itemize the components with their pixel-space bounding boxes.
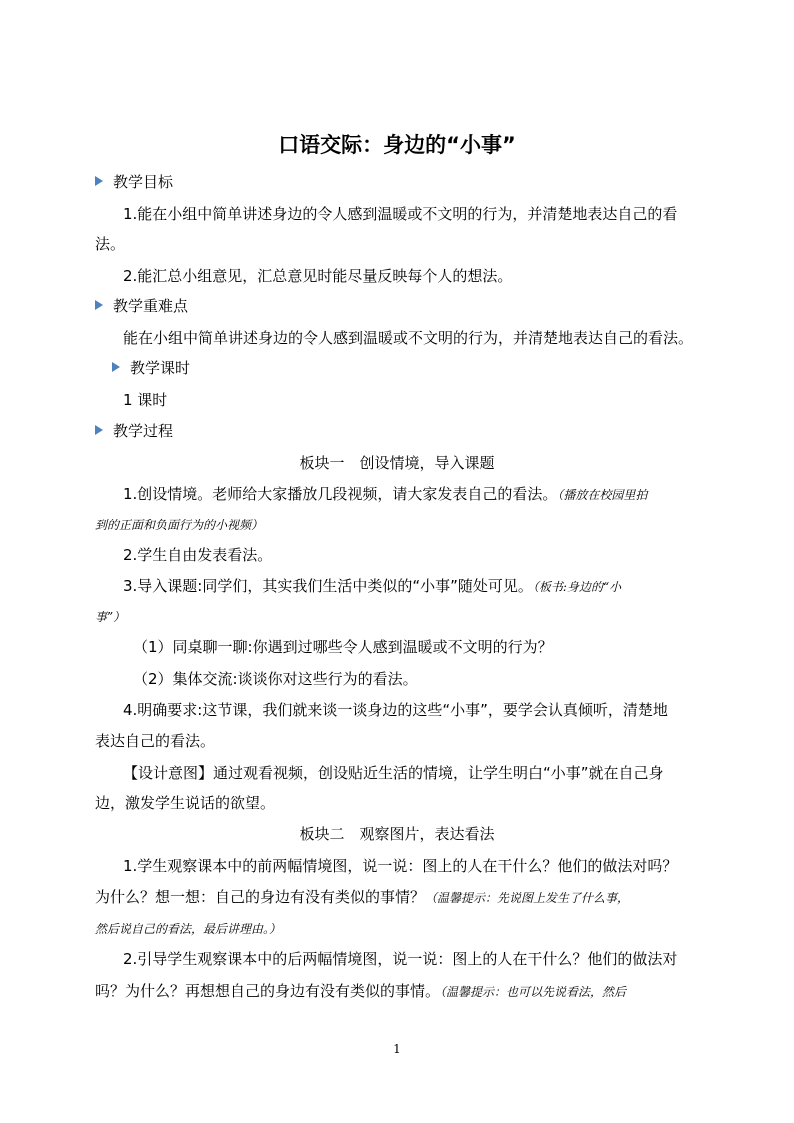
paragraph-text: 3.导入课题:同学们，其实我们生活中类似的“小事”随处可见。 [123,577,533,595]
paragraph-line: 法。 [95,235,126,253]
paragraph-line [95,512,263,537]
section-heading-process [95,419,173,443]
paragraph-line: 表达自己的看法。 [95,732,216,750]
paragraph-note: （板书:身边的“小 [532,580,622,594]
paragraph-line: 1.能在小组中简单讲述身边的令人感到温暖或不文明的行为，并清楚地表达自己的看 [123,205,678,223]
paragraph-line: 1 课时 [123,391,168,409]
paragraph-line: （2）集体交流:谈谈你对这些行为的看法。 [133,670,418,688]
section-heading-label: 教学课时 [130,359,191,377]
block-title: 板块一 创设情境，导入课题 [299,454,495,472]
paragraph-line [123,482,647,507]
paragraph-line [95,604,125,629]
paragraph-line [95,979,626,1004]
paragraph-text: 吗？为什么？再想想自己的身边有没有类似的事情。 [95,982,441,1000]
section-heading-label: 教学过程 [113,422,174,440]
paragraph-line: （1）同桌聊一聊:你遇到过哪些令人感到温暖或不文明的行为？ [133,638,553,656]
section-heading-label: 教学重难点 [113,297,189,315]
design-intent-line: 边，激发学生说话的欲望。 [95,794,276,812]
section-heading-hours [112,356,190,380]
paragraph-note: （播放在校园里拍 [557,488,648,502]
triangle-bullet-icon [95,176,103,186]
paragraph-line: 1.学生观察课本中的前两幅情境图，说一说：图上的人在干什么？他们的做法对吗？ [123,857,678,875]
paragraph-line: 2.能汇总小组意见，汇总意见时能尽量反映每个人的想法。 [123,267,513,285]
page-number: 1 [393,1042,401,1056]
paragraph-line: 4.明确要求:这节课，我们就来谈一谈身边的这些“小事”，要学会认真倾听，清楚地 [123,701,668,719]
triangle-bullet-icon [112,362,120,372]
paragraph-line: 能在小组中简单讲述身边的令人感到温暖或不文明的行为，并清楚地表达自己的看法。 [123,329,694,347]
triangle-bullet-icon [95,425,103,435]
paragraph-line: 2.引导学生观察课本中的后两幅情境图，说一说：图上的人在干什么？他们的做法对 [123,950,678,968]
paragraph-note: （温馨提示：也可以先说看法，然后 [440,985,627,999]
paragraph-text: 1.创设情境。老师给大家播放几段视频，请大家发表自己的看法。 [123,485,558,503]
paragraph-line [95,916,281,941]
paragraph-note: 然后说自己的看法，最后讲理由。） [95,922,282,936]
paragraph-text: 为什么？想一想：自己的身边有没有类似的事情？ [95,888,426,906]
block-title: 板块二 观察图片，表达看法 [299,825,495,843]
section-heading-key [95,294,188,318]
paragraph-line [123,574,621,599]
paragraph-line: 2.学生自由发表看法。 [123,546,273,564]
paragraph-line [95,885,629,910]
page-title: 口语交际：身边的“小事” [278,133,516,157]
triangle-bullet-icon [95,300,103,310]
paragraph-note: 事”） [95,610,126,624]
section-heading-label: 教学目标 [113,173,174,191]
design-intent-line: 【设计意图】通过观看视频，创设贴近生活的情境，让学生明白“小事”就在自己身 [123,764,664,782]
section-heading-goal [95,170,173,194]
paragraph-note: （温馨提示：先说图上发生了什么事， [425,891,630,905]
paragraph-note: 到的正面和负面行为的小视频） [95,518,264,532]
